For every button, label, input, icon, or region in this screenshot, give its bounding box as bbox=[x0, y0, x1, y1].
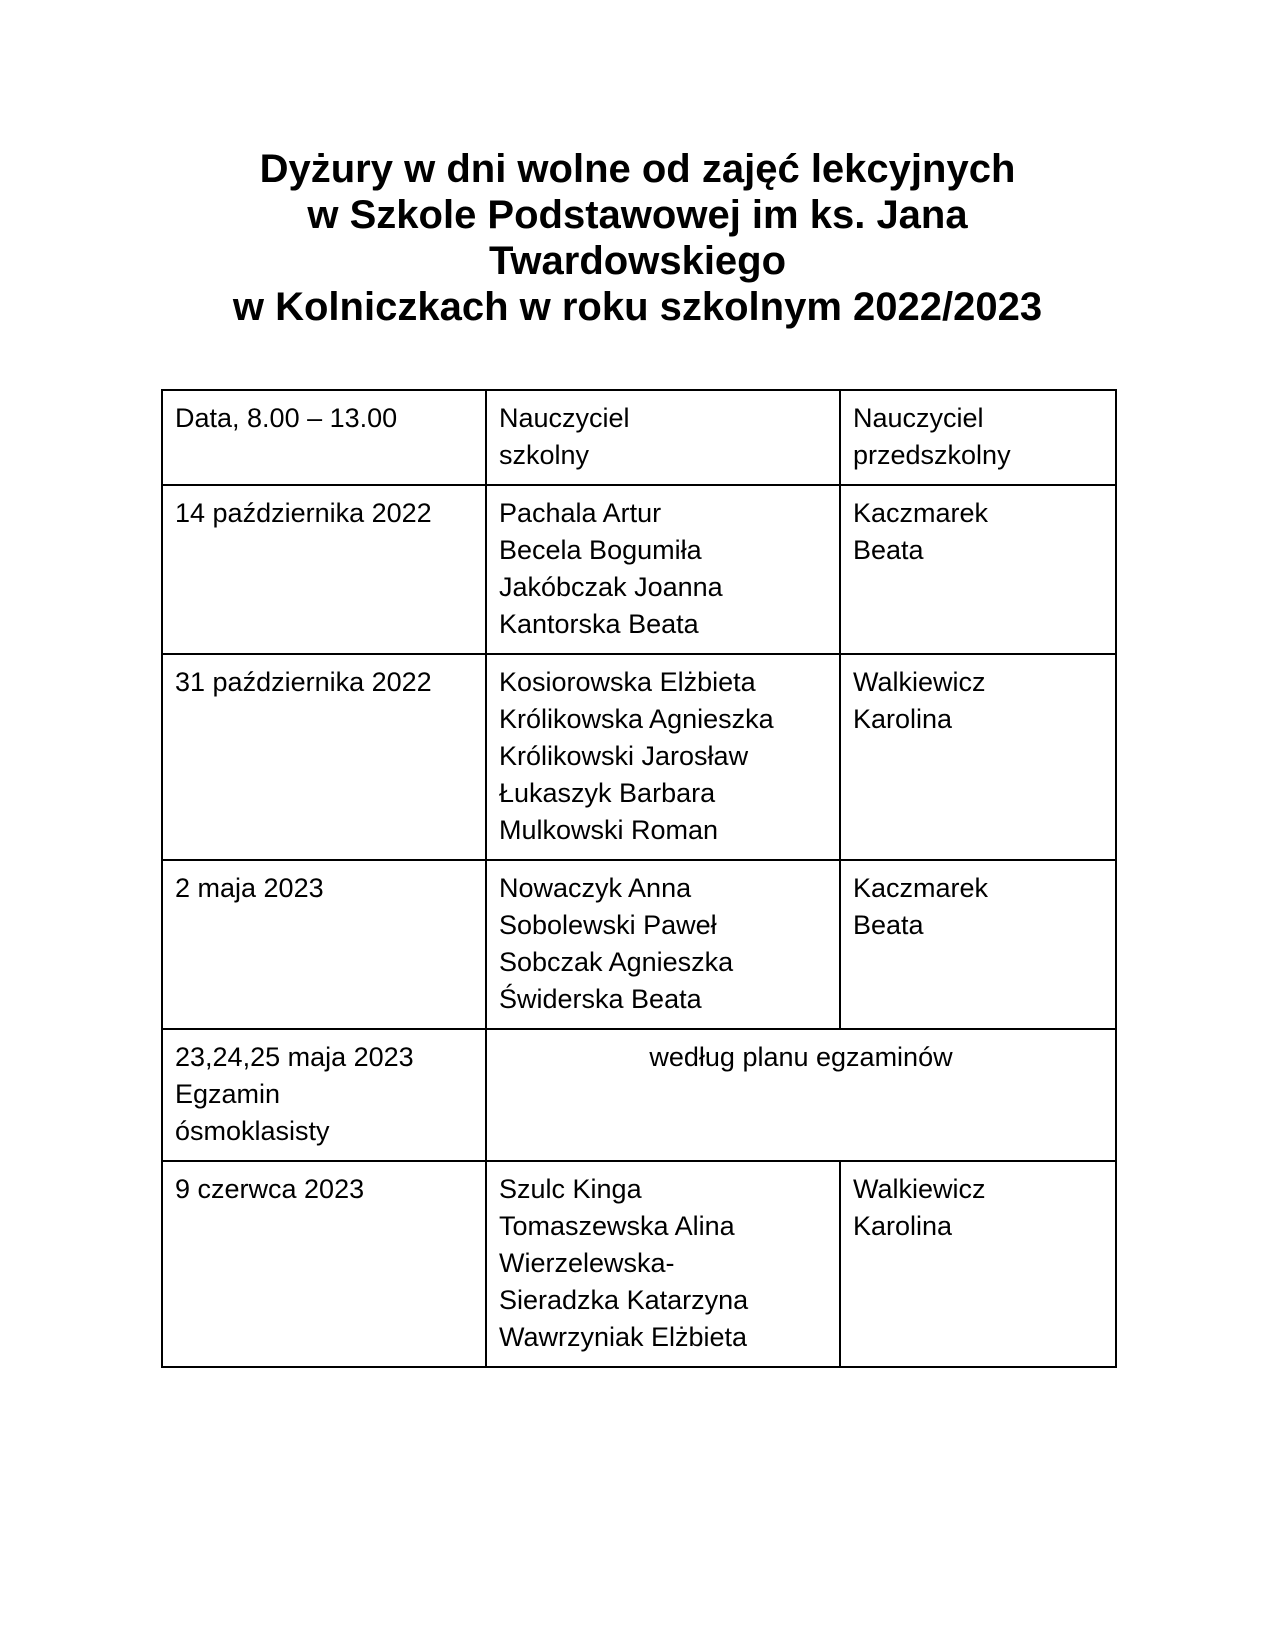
title-line: w Kolniczkach w roku szkolnym 2022/2023 bbox=[232, 285, 1043, 329]
school-teachers-cell bbox=[486, 654, 840, 860]
teacher-name: Świderska Beata bbox=[499, 984, 702, 1014]
cell-line: Egzamin bbox=[175, 1079, 281, 1109]
teacher-name: Kaczmarek bbox=[853, 873, 989, 903]
cell-line: 9 czerwca 2023 bbox=[175, 1174, 365, 1204]
teacher-name: Jakóbczak Joanna bbox=[499, 572, 723, 602]
school-teachers-cell bbox=[486, 860, 840, 1029]
exam-plan-cell bbox=[486, 1029, 1116, 1161]
teacher-name: Kantorska Beata bbox=[499, 609, 699, 639]
teacher-name: Wierzelewska- bbox=[499, 1248, 675, 1278]
teacher-name: Beata bbox=[853, 535, 924, 565]
teacher-name: Becela Bogumiła bbox=[499, 535, 702, 565]
teacher-name: Tomaszewska Alina bbox=[499, 1211, 735, 1241]
cell-line: przedszkolny bbox=[853, 440, 1011, 470]
date-cell bbox=[162, 654, 486, 860]
header-date-cell bbox=[162, 390, 486, 485]
preschool-teacher-cell bbox=[840, 485, 1116, 654]
cell-line: 14 października 2022 bbox=[175, 498, 432, 528]
teacher-name: Sobczak Agnieszka bbox=[499, 947, 734, 977]
teacher-name: Nowaczyk Anna bbox=[499, 873, 692, 903]
teacher-name: Wawrzyniak Elżbieta bbox=[499, 1322, 748, 1352]
teacher-name: Pachala Artur bbox=[499, 498, 662, 528]
teacher-name: Karolina bbox=[853, 1211, 953, 1241]
title-line: w Szkole Podstawowej im ks. Jana bbox=[307, 193, 968, 237]
teacher-name: Mulkowski Roman bbox=[499, 815, 719, 845]
page-title bbox=[100, 146, 1175, 330]
table-row bbox=[162, 654, 1116, 860]
cell-line: Data, 8.00 – 13.00 bbox=[175, 403, 398, 433]
date-cell bbox=[162, 1029, 486, 1161]
cell-line: 23,24,25 maja 2023 bbox=[175, 1042, 414, 1072]
table-row bbox=[162, 1029, 1116, 1161]
teacher-name: Sobolewski Paweł bbox=[499, 910, 717, 940]
cell-line: 31 października 2022 bbox=[175, 667, 432, 697]
cell-line: 2 maja 2023 bbox=[175, 873, 324, 903]
teacher-name: Kaczmarek bbox=[853, 498, 989, 528]
preschool-teacher-cell bbox=[840, 1161, 1116, 1367]
school-teachers-cell bbox=[486, 485, 840, 654]
table-row bbox=[162, 485, 1116, 654]
date-cell bbox=[162, 860, 486, 1029]
cell-line: Nauczyciel bbox=[499, 403, 630, 433]
title-line: Dyżury w dni wolne od zajęć lekcyjnych bbox=[259, 147, 1016, 191]
teacher-name: Sieradzka Katarzyna bbox=[499, 1285, 749, 1315]
teacher-name: Beata bbox=[853, 910, 924, 940]
teacher-name: Walkiewicz bbox=[853, 667, 986, 697]
teacher-name: Karolina bbox=[853, 704, 953, 734]
header-preschool-teacher-cell bbox=[840, 390, 1116, 485]
title-line: Twardowskiego bbox=[488, 239, 787, 283]
exam-plan-text: według planu egzaminów bbox=[649, 1042, 953, 1072]
teacher-name: Szulc Kinga bbox=[499, 1174, 642, 1204]
table-header-row bbox=[162, 390, 1116, 485]
date-cell bbox=[162, 485, 486, 654]
teacher-name: Łukaszyk Barbara bbox=[499, 778, 716, 808]
date-cell bbox=[162, 1161, 486, 1367]
teacher-name: Walkiewicz bbox=[853, 1174, 986, 1204]
preschool-teacher-cell bbox=[840, 860, 1116, 1029]
teacher-name: Królikowski Jarosław bbox=[499, 741, 749, 771]
cell-line: Nauczyciel bbox=[853, 403, 984, 433]
header-school-teacher-cell bbox=[486, 390, 840, 485]
teacher-name: Królikowska Agnieszka bbox=[499, 704, 774, 734]
cell-line: szkolny bbox=[499, 440, 590, 470]
preschool-teacher-cell bbox=[840, 654, 1116, 860]
school-teachers-cell bbox=[486, 1161, 840, 1367]
teacher-name: Kosiorowska Elżbieta bbox=[499, 667, 756, 697]
duty-schedule-table bbox=[161, 389, 1117, 1368]
table-row bbox=[162, 1161, 1116, 1367]
table-row bbox=[162, 860, 1116, 1029]
cell-line: ósmoklasisty bbox=[175, 1116, 330, 1146]
